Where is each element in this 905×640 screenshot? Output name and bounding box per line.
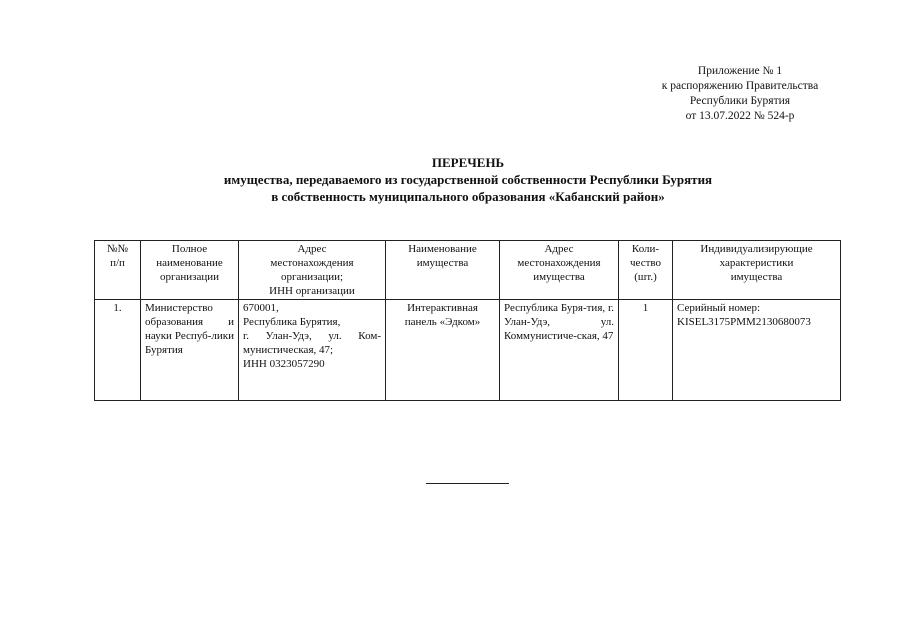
appendix-line-1: Приложение № 1 — [697, 65, 783, 77]
table-header-row — [95, 241, 841, 300]
closing-rule — [426, 483, 509, 484]
cell-characteristics: Серийный номер: KISEL3175PMM2130680073 — [673, 300, 841, 401]
cell-quantity: 1 — [619, 300, 673, 401]
header-number: №№ п/п — [95, 241, 141, 300]
heading-line-3: в собственность муниципального образования «Кабанский район» — [271, 189, 665, 204]
appendix-line-2: к распоряжению Правительства — [661, 80, 819, 92]
header-organization-address: Адрес местонахождения организации; ИНН организации — [239, 241, 386, 300]
header-characteristics: Индивидуализирующие характеристики имущества — [673, 241, 841, 300]
table-row — [95, 300, 841, 401]
header-property-name: Наименование имущества — [386, 241, 500, 300]
cell-property-name: Интерактивная панель «Эдком» — [386, 300, 500, 401]
appendix-block — [620, 64, 860, 124]
cell-organization-address: 670001, Республика Бурятия, г. Улан-Удэ, ул. Ком-мунистическая, 47; ИНН 0323057290 — [239, 300, 386, 401]
header-property-location: Адрес местонахождения имущества — [500, 241, 619, 300]
appendix-line-3: Республики Бурятия — [689, 95, 791, 107]
appendix-line-4: от 13.07.2022 № 524-р — [685, 110, 795, 122]
cell-number: 1. — [95, 300, 141, 401]
cell-organization: Министерство образования и науки Респуб-лики Бурятия — [141, 300, 239, 401]
cell-property-location: Республика Буря-тия, г. Улан-Удэ, ул. Коммунистиче-ская, 47 — [500, 300, 619, 401]
header-quantity: Коли- чество (шт.) — [619, 241, 673, 300]
property-table — [94, 240, 841, 401]
document-heading — [60, 154, 876, 205]
heading-title: ПЕРЕЧЕНЬ — [431, 155, 505, 170]
header-organization: Полное наименование организации — [141, 241, 239, 300]
heading-line-2: имущества, передаваемого из государственной собственности Республики Бурятия — [223, 172, 713, 187]
